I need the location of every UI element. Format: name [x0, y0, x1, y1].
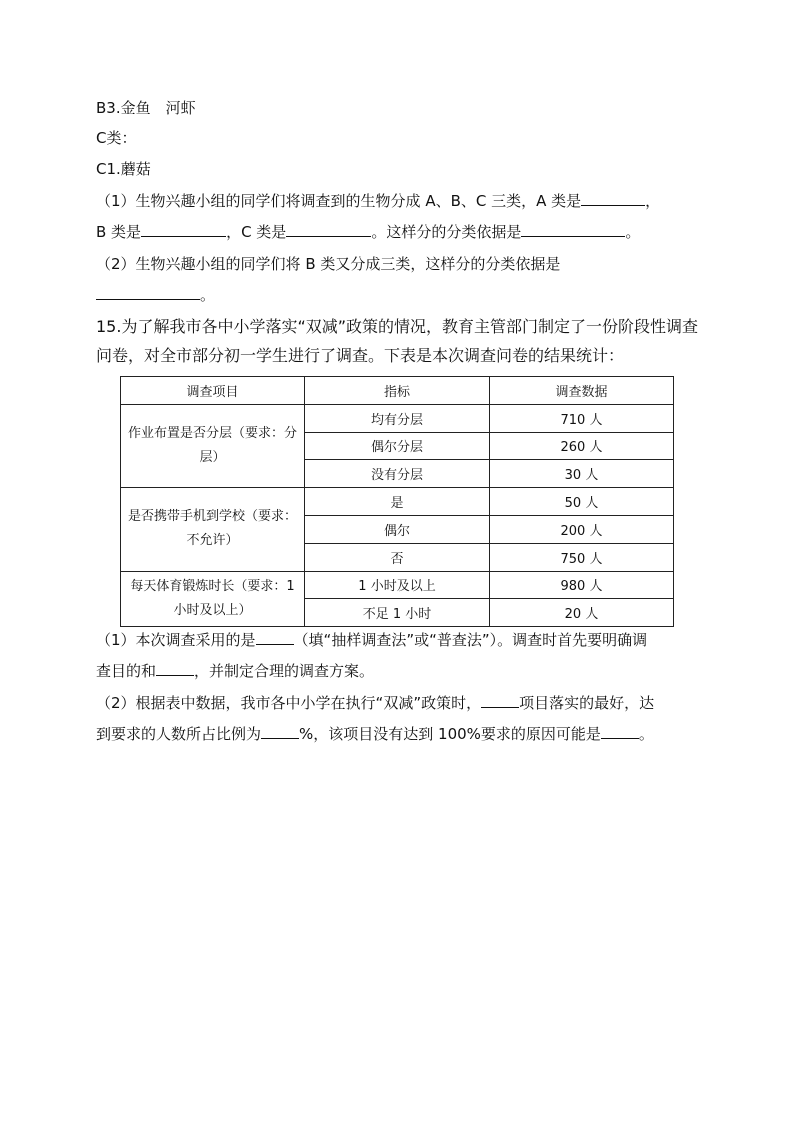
data-cell: 50 人 [490, 488, 674, 516]
table-row [121, 404, 674, 432]
q14-part1-text-d: 。这样分的分类依据是 [371, 223, 522, 241]
data-cell: 20 人 [490, 599, 674, 627]
indicator-cell: 偶尔分层 [305, 432, 490, 460]
survey-item-exercise: 每天体育锻炼时长（要求：1 小时及以上） [121, 571, 305, 627]
c-category-label: C类： [96, 129, 137, 147]
q14-part2-line1: （2）生物兴趣小组的同学们将 B 类又分成三类，这样分的分类依据是 [96, 255, 561, 273]
header-item: 调查项目 [121, 377, 305, 405]
data-cell: 260 人 [490, 432, 674, 460]
q15-part2-text-a: （2）根据表中数据，我市各中小学在执行“双减”政策时， [96, 694, 482, 712]
survey-item-homework: 作业布置是否分层（要求：分层） [121, 404, 305, 487]
answer-blank-reason[interactable] [601, 724, 639, 739]
q15-part1-text-b: （填“抽样调查法”或“普查法”）。调查时首先要明确调 [293, 631, 648, 649]
q15-part1-line1 [96, 630, 647, 650]
table-row [121, 488, 674, 516]
data-cell: 710 人 [490, 404, 674, 432]
answer-blank-basis[interactable] [521, 222, 625, 237]
q14-part1-line1 [96, 191, 660, 211]
answer-blank-b[interactable] [141, 222, 226, 237]
q14-part1-text-b: B 类是 [96, 223, 142, 241]
indicator-cell: 偶尔 [305, 515, 490, 543]
q15-part1-text-a: （1）本次调查采用的是 [96, 631, 256, 649]
survey-item-phone: 是否携带手机到学校（要求：不允许） [121, 488, 305, 571]
q14-part1-text-a: （1）生物兴趣小组的同学们将调查到的生物分成 A、B、C 三类，A 类是 [96, 192, 582, 210]
answer-blank-object[interactable] [156, 661, 194, 676]
indicator-cell: 均有分层 [305, 404, 490, 432]
header-indicator: 指标 [305, 377, 490, 405]
q15-part1-text-c: 查目的和 [96, 662, 157, 680]
data-cell: 980 人 [490, 571, 674, 599]
data-cell: 30 人 [490, 460, 674, 488]
q15-part2-line2 [96, 724, 654, 744]
q15-part2-text-b: 项目落实的最好，达 [519, 694, 655, 712]
q15-part2-text-d: %，该项目没有达到 100%要求的原因可能是 [299, 725, 601, 743]
indicator-cell: 不足 1 小时 [305, 599, 490, 627]
q15-part1-line2 [96, 661, 374, 681]
q15-part2-text-c: 到要求的人数所占比例为 [96, 725, 262, 743]
q14-part1-end: 。 [625, 223, 641, 241]
answer-blank-c[interactable] [286, 222, 371, 237]
q15-intro-line1: 15.为了解我市各中小学落实“双减”政策的情况，教育主管部门制定了一份阶段性调查 [96, 317, 699, 336]
answer-blank-percent[interactable] [261, 724, 299, 739]
q14-part1-text-c: ，C 类是 [226, 223, 287, 241]
table-header-row [121, 377, 674, 405]
q15-intro-line2: 问卷，对全市部分初一学生进行了调查。下表是本次调查问卷的结果统计： [96, 346, 625, 365]
q14-part1-line2 [96, 222, 640, 242]
data-cell: 750 人 [490, 543, 674, 571]
q15-part2-end: 。 [638, 725, 654, 743]
indicator-cell: 否 [305, 543, 490, 571]
q14-part1-comma: ， [645, 192, 661, 210]
q14-part2-end: 。 [200, 286, 216, 304]
indicator-cell: 没有分层 [305, 460, 490, 488]
answer-blank-best-item[interactable] [481, 693, 519, 708]
q15-part2-line1 [96, 693, 654, 713]
header-data: 调查数据 [490, 377, 674, 405]
c1-line: C1.蘑菇 [96, 160, 151, 178]
survey-results-table [120, 376, 674, 627]
answer-blank-method[interactable] [256, 630, 294, 645]
answer-blank-b-basis[interactable] [96, 285, 200, 300]
indicator-cell: 1 小时及以上 [305, 571, 490, 599]
b3-line: B3.金鱼 河虾 [96, 99, 196, 117]
data-cell: 200 人 [490, 515, 674, 543]
answer-blank-a[interactable] [581, 191, 645, 206]
table-row [121, 571, 674, 599]
q15-part1-text-d: ，并制定合理的调查方案。 [194, 662, 375, 680]
q14-part2-line2 [96, 285, 215, 305]
indicator-cell: 是 [305, 488, 490, 516]
